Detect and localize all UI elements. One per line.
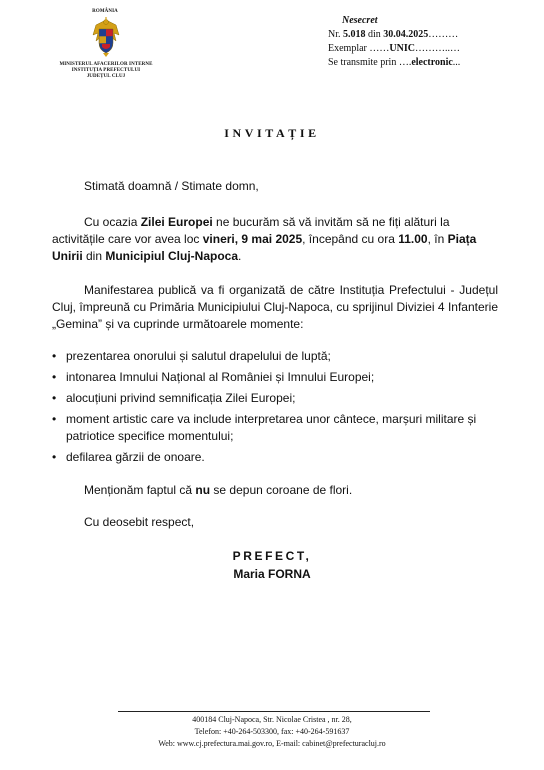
registry-number: Nr. 5.018 din 30.04.2025……… — [328, 29, 459, 40]
greeting: Stimată doamnă / Stimate domn, — [84, 179, 259, 193]
event-moments-list — [52, 348, 498, 466]
ministry-line-1: MINISTERUL AFACERILOR INTERNE — [59, 62, 153, 67]
no-wreaths-note: Menționăm faptul că nu se depun coroane de flori. — [84, 483, 353, 497]
country-name: ROMÂNIA — [92, 9, 118, 14]
invitation-paragraph: Cu ocazia Zilei Europei ne bucurăm să vă invităm să ne fiți alături la activitățile care vor avea loc vineri, 9 mai 2025, începând cu ora 11.00, în Piața Unirii din Municipiul Cluj-Napoca. — [52, 215, 477, 263]
footer-phone: Telefon: +40-264-503300, fax: +40-264-591637 — [194, 727, 350, 736]
bullet-icon: • — [52, 412, 57, 426]
ministry-line-3: JUDEȚUL CLUJ — [86, 74, 126, 79]
signatory-name: Maria FORNA — [233, 567, 311, 581]
list-item: • defilarea gărzii de onoare. — [52, 450, 205, 464]
list-item: • alocuțiuni privind semnificația Zilei Europei; — [52, 391, 296, 405]
transmission-mode: Se transmite prin ….electronic... — [328, 57, 461, 68]
classification: Nesecret — [342, 15, 378, 26]
list-item: • moment artistic care va include interpretarea unor cântece, marșuri militare și patriotice specifice momentului; — [52, 412, 477, 443]
closing-formula: Cu deosebit respect, — [84, 515, 195, 529]
signature-role: PREFECT, — [232, 549, 312, 563]
footer-divider — [118, 711, 430, 712]
coat-of-arms-icon — [90, 17, 122, 57]
document-title: INVITAȚIE — [224, 126, 320, 140]
list-item: • intonarea Imnului Național al României și Imnului Europei; — [52, 370, 375, 384]
bullet-icon: • — [52, 370, 57, 384]
registry-block — [328, 14, 528, 70]
copy-count: Exemplar ……UNIC………..… — [328, 43, 460, 54]
ministry-line-2: INSTITUȚIA PREFECTULUI — [71, 68, 141, 73]
bullet-icon: • — [52, 450, 57, 464]
event-description: Manifestarea publică va fi organizată de către Instituția Prefectului - Județul Cluj, împreună cu Primăria Municipiului Cluj-Napoca, cu sprijinul Diviziei 4 Infanterie „Gemina” și va cuprinde următoarele momente: — [52, 283, 498, 331]
list-item: • prezentarea onorului și salutul drapelului de luptă; — [52, 349, 331, 363]
bullet-icon: • — [52, 349, 57, 363]
bullet-icon: • — [52, 391, 57, 405]
footer-address: 400184 Cluj-Napoca, Str. Nicolae Cristea , nr. 28, — [192, 715, 352, 724]
footer-contact: Web: www.cj.prefectura.mai.gov.ro, E-mail: cabinet@prefecturacluj.ro — [158, 739, 386, 748]
